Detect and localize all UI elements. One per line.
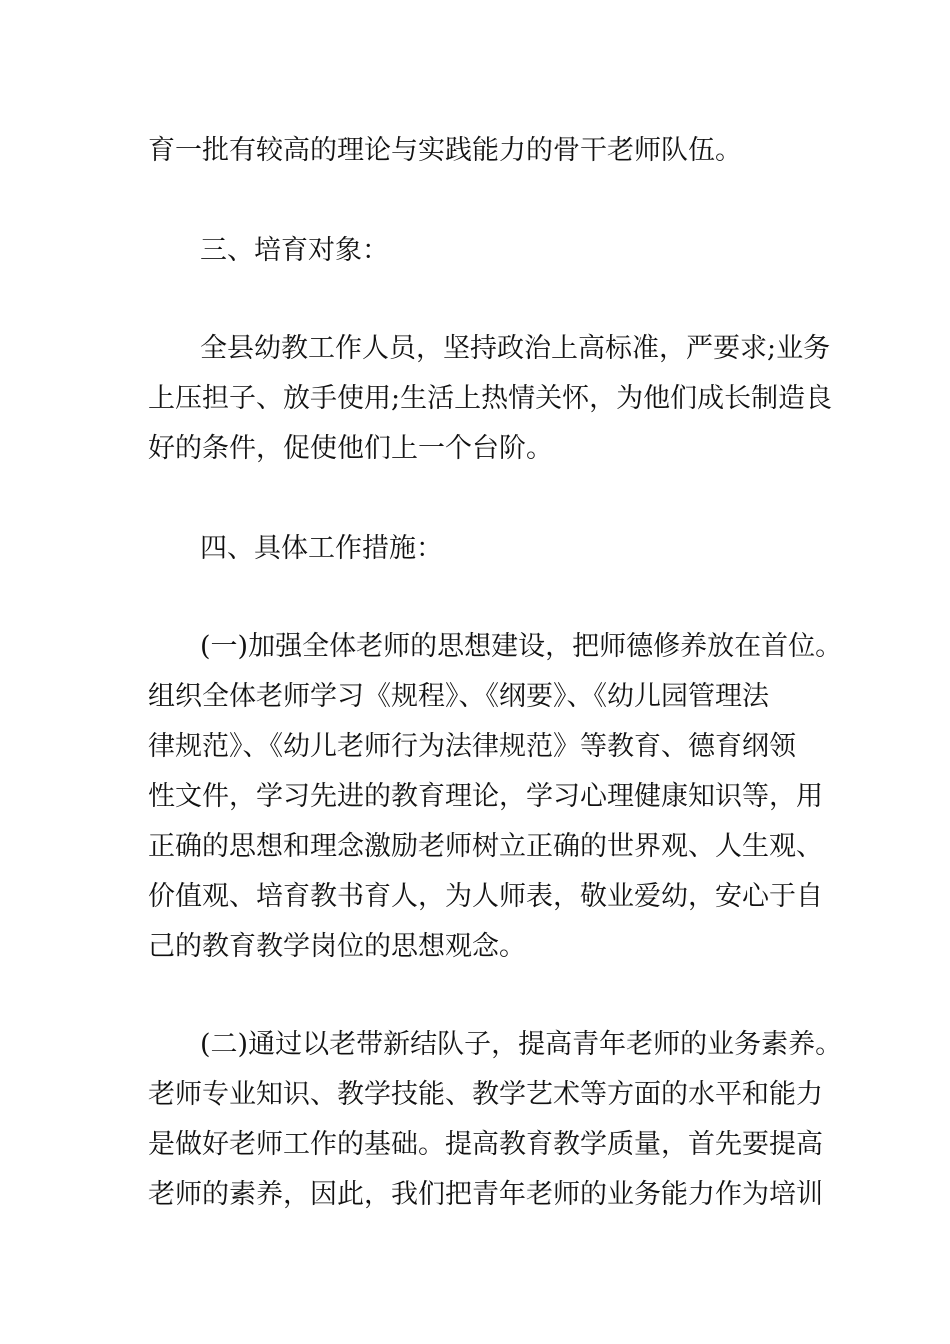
text-line: 性文件，学习先进的教育理论，学习心理健康知识等，用 [148, 781, 823, 812]
text-line: 正确的思想和理念激励老师树立正确的世界观、人生观、 [148, 831, 823, 862]
paragraph-targets [148, 324, 838, 474]
text-line: 律规范》、《幼儿老师行为法律规范》等教育、德育纲领 [148, 731, 796, 762]
paragraph-measure-2 [148, 1020, 843, 1220]
text-line: 老师专业知识、教学技能、教学艺术等方面的水平和能力 [148, 1079, 823, 1110]
section-heading-3 [148, 226, 838, 276]
text-line: (二)通过以老带新结队子，提高青年老师的业务素养。 [200, 1029, 843, 1060]
heading-text: 三、培育对象： [200, 235, 389, 266]
text-line: 价值观、培育教书育人，为人师表，敬业爱幼，安心于自 [148, 881, 823, 912]
text-line: 育一批有较高的理论与实践能力的骨干老师队伍。 [148, 135, 742, 166]
text-line: (一)加强全体老师的思想建设，把师德修养放在首位。 [200, 631, 843, 662]
paragraph-continuation [148, 126, 838, 176]
paragraph-measure-1 [148, 622, 843, 972]
section-heading-4 [148, 524, 838, 574]
text-line: 组织全体老师学习《规程》、《纲要》、《幼儿园管理法 [148, 681, 769, 712]
heading-text: 四、具体工作措施： [200, 533, 443, 564]
text-line: 好的条件，促使他们上一个台阶。 [148, 433, 553, 464]
text-line: 老师的素养，因此，我们把青年老师的业务能力作为培训 [148, 1179, 823, 1210]
text-line: 全县幼教工作人员，坚持政治上高标准，严要求;业务 [200, 333, 831, 364]
text-line: 上压担子、放手使用;生活上热情关怀，为他们成长制造良 [148, 383, 833, 414]
text-line: 己的教育教学岗位的思想观念。 [148, 931, 526, 962]
text-line: 是做好老师工作的基础。提高教育教学质量，首先要提高 [148, 1129, 823, 1160]
